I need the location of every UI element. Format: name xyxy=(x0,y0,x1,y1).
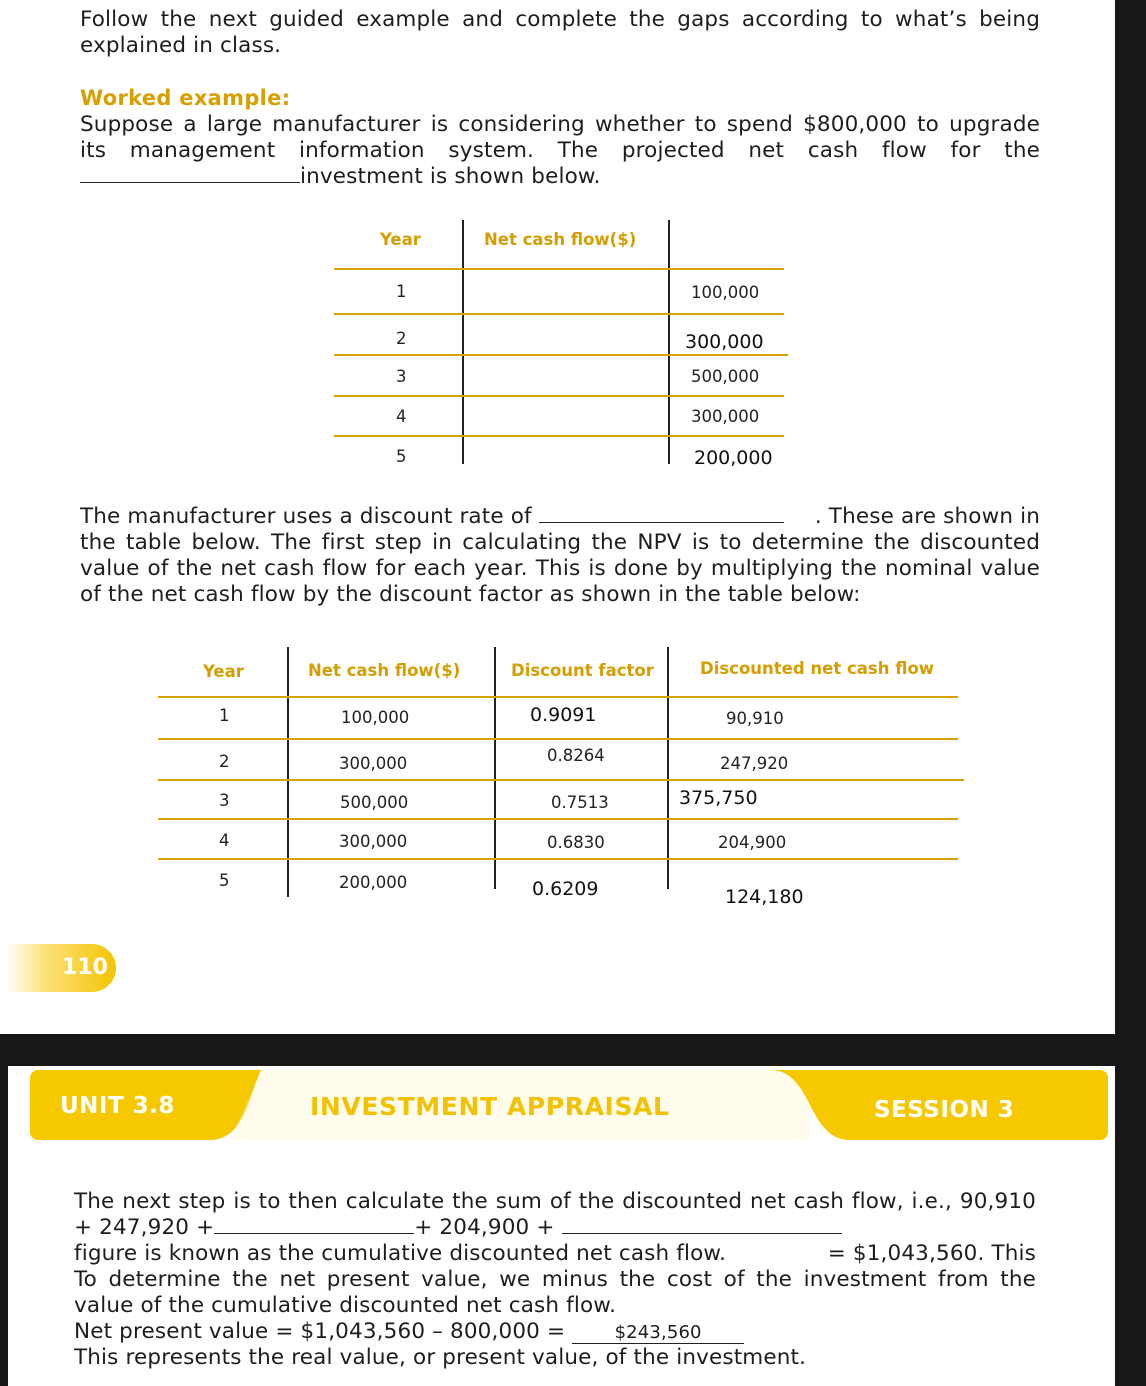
table1-cash: 300,000 xyxy=(691,407,760,426)
discount-line-1: The manufacturer uses a discount rate of . These are shown in xyxy=(80,504,1040,529)
page-number: 110 xyxy=(62,955,108,980)
table2-factor: 0.6209 xyxy=(532,878,599,900)
discount-line-4: of the net cash flow by the discount factor as shown in the table below: xyxy=(80,582,861,607)
table2-year: 3 xyxy=(219,791,230,810)
table2-discounted: 204,900 xyxy=(718,833,787,852)
session-label: SESSION 3 xyxy=(874,1097,1015,1123)
session-line-3: figure is known as the cumulative discounted net cash flow. xyxy=(74,1241,727,1266)
table1-cash: 200,000 xyxy=(694,447,773,469)
table2-cash: 300,000 xyxy=(339,832,408,851)
intro-line-1: Follow the next guided example and complete the gaps according to what’s being xyxy=(80,7,1040,32)
table1-cash: 300,000 xyxy=(685,331,764,353)
table2-header-discounted: Discounted net cash flow xyxy=(700,659,935,678)
table2-cash: 100,000 xyxy=(341,708,410,727)
table2-cash: 300,000 xyxy=(339,754,408,773)
worked-example-line-3: investment is shown below. xyxy=(80,164,601,190)
fill-in-blank[interactable] xyxy=(562,1215,842,1234)
fill-in-blank[interactable] xyxy=(214,1215,414,1234)
table1-year: 4 xyxy=(396,407,407,426)
discount-line-3: value of the net cash flow for each year. This is done by multiplying the nominal value xyxy=(80,556,1040,581)
table2-discounted: 247,920 xyxy=(720,754,789,773)
table1-year: 3 xyxy=(396,367,407,386)
table1-divider xyxy=(462,220,464,464)
table1-rule xyxy=(334,313,784,315)
page-number-tab xyxy=(6,944,116,992)
table1-header-year: Year xyxy=(380,230,421,249)
session-line-4: To determine the net present value, we minus the cost of the investment from the xyxy=(74,1267,1036,1292)
session-line-7: This represents the real value, or present value, of the investment. xyxy=(74,1345,807,1370)
session-line-5: value of the cumulative discounted net cash flow. xyxy=(74,1293,617,1318)
intro-line-2: explained in class. xyxy=(80,33,282,58)
table2-discounted: 90,910 xyxy=(726,709,784,728)
unit-title: INVESTMENT APPRAISAL xyxy=(310,1092,670,1121)
table2-factor: 0.6830 xyxy=(547,833,605,852)
cash-flow-table xyxy=(334,218,786,468)
discount-line-2: the table below. The first step in calculating the NPV is to determine the discounted xyxy=(80,530,1040,555)
table2-rule xyxy=(158,858,958,860)
table1-year: 2 xyxy=(396,329,407,348)
table2-discounted: 124,180 xyxy=(725,886,804,908)
table1-cash: 100,000 xyxy=(691,283,760,302)
table1-year: 5 xyxy=(396,447,407,466)
session-line-6: Net present value = $1,043,560 – 800,000 = $243,560 xyxy=(74,1319,744,1345)
table2-divider xyxy=(494,647,496,889)
table2-rule xyxy=(158,818,958,820)
worked-example-heading: Worked example: xyxy=(80,86,291,110)
table2-header-year: Year xyxy=(203,662,244,681)
table2-cash: 500,000 xyxy=(340,793,409,812)
table1-rule xyxy=(334,268,784,270)
table1-rule xyxy=(334,354,788,356)
table2-header-cash-flow: Net cash flow($) xyxy=(308,661,461,680)
table2-factor: 0.9091 xyxy=(530,704,597,726)
table2-year: 1 xyxy=(219,706,230,725)
table2-year: 2 xyxy=(219,752,230,771)
fill-in-blank[interactable] xyxy=(539,504,784,523)
table2-divider xyxy=(667,647,669,889)
table1-rule xyxy=(334,435,784,437)
table2-header-discount-factor: Discount factor xyxy=(511,661,654,680)
table2-year: 5 xyxy=(219,871,230,890)
table1-cash: 500,000 xyxy=(691,367,760,386)
discounted-cash-flow-table xyxy=(158,645,963,915)
table2-discounted: 375,750 xyxy=(679,787,758,809)
table2-factor: 0.7513 xyxy=(551,793,609,812)
worked-example-line-2: its management information system. The projected net cash flow for the xyxy=(80,138,1040,163)
table1-header-cash-flow: Net cash flow($) xyxy=(484,230,637,249)
table2-rule xyxy=(158,738,958,740)
worked-example-line-1: Suppose a large manufacturer is considering whether to spend $800,000 to upgrade xyxy=(80,112,1040,137)
table2-rule xyxy=(158,696,958,698)
table1-rule xyxy=(334,395,784,397)
table2-rule xyxy=(158,779,964,781)
table2-factor: 0.8264 xyxy=(547,746,605,765)
unit-label: UNIT 3.8 xyxy=(60,1093,175,1119)
table2-cash: 200,000 xyxy=(339,873,408,892)
fill-in-blank[interactable] xyxy=(80,164,300,183)
table1-year: 1 xyxy=(396,282,407,301)
session-line-1: The next step is to then calculate the sum of the discounted net cash flow, i.e., 90,910 xyxy=(74,1189,1036,1214)
npv-answer: $243,560 xyxy=(572,1323,744,1344)
session-line-2: + 247,920 + + 204,900 + = $1,043,560. This xyxy=(74,1215,1036,1266)
table1-divider xyxy=(668,220,670,464)
table2-year: 4 xyxy=(219,831,230,850)
